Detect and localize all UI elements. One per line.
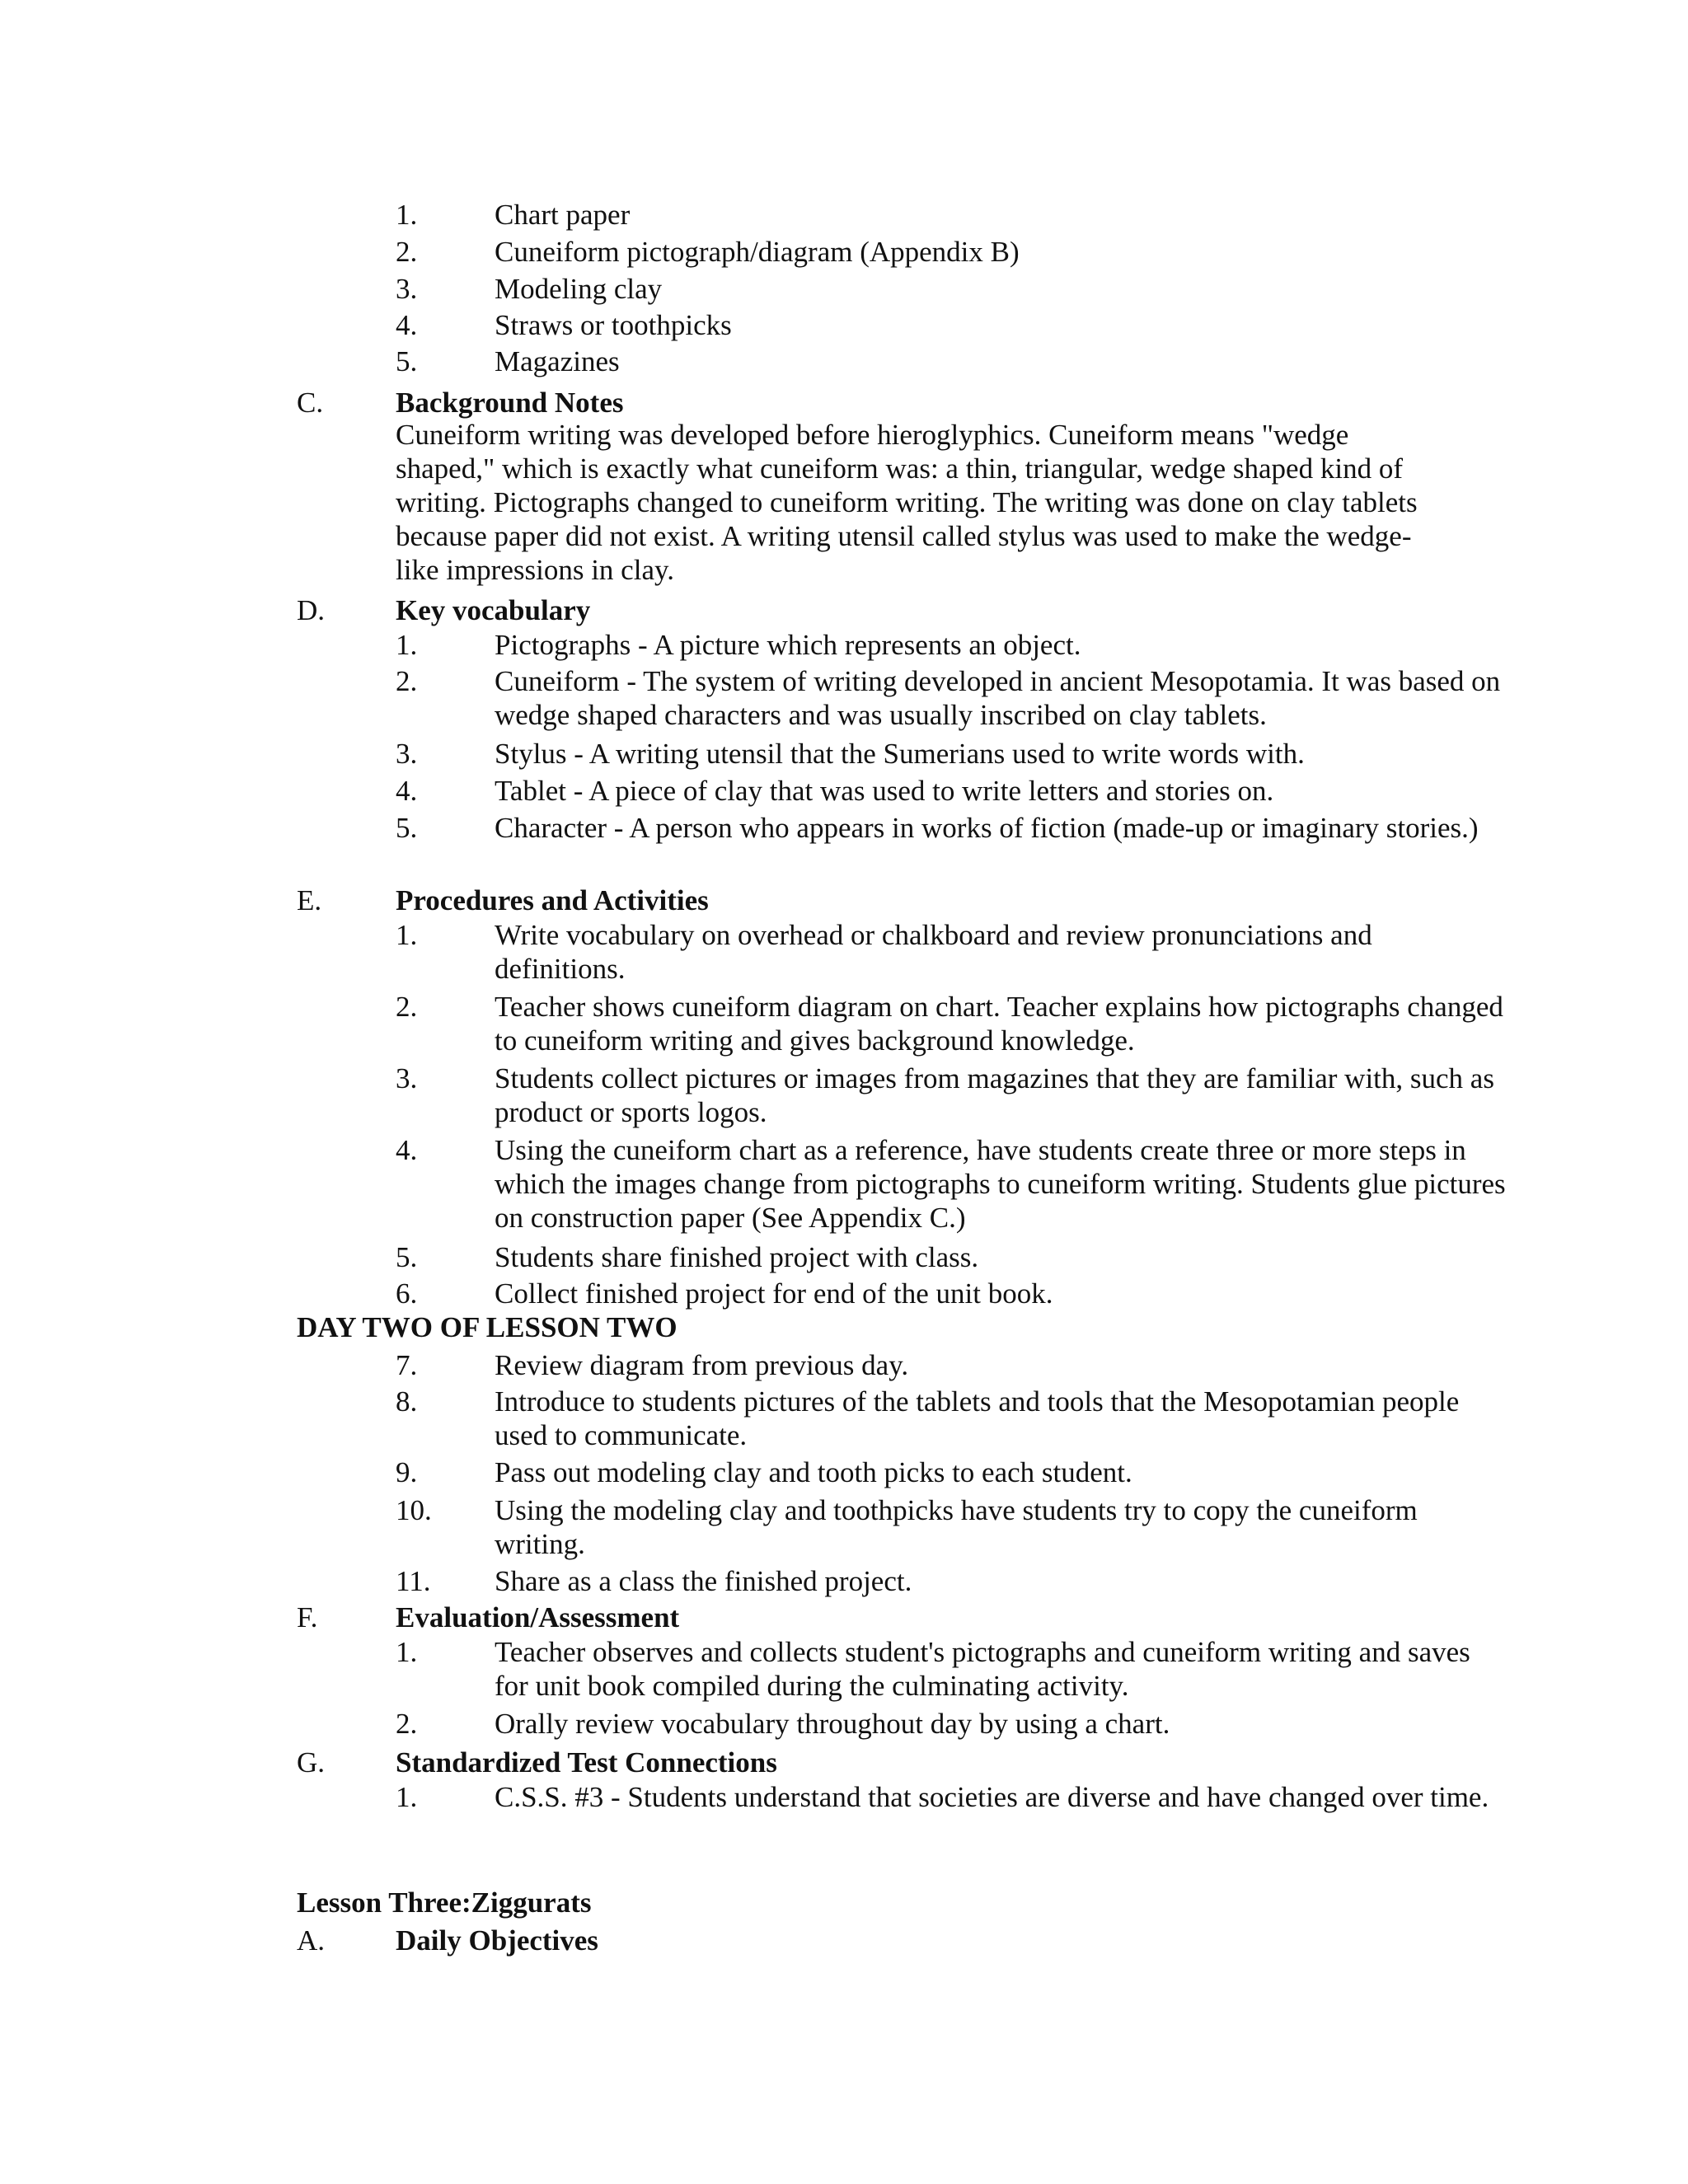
item-text: Review diagram from previous day. [495,1349,909,1381]
section-letter: D. [297,594,326,626]
item-text: Using the modeling clay and toothpicks have students try to copy the cuneiform writing. [495,1494,1418,1560]
item-text: Introduce to students pictures of the tablets and tools that the Mesopotamian people used to communicate. [495,1385,1460,1451]
paragraph-line: shaped," which is exactly what cuneiform was: a thin, triangular, wedge shaped kind of [396,452,1403,485]
item-number: 3. [396,1062,418,1094]
lesson-three-heading: Lesson Three:Ziggurats [297,1886,592,1919]
item-text: Magazines [495,345,620,377]
item-number: 9. [396,1456,418,1488]
background-notes-paragraph [396,418,1492,587]
day-two-heading: DAY TWO OF LESSON TWO [297,1311,678,1343]
section-letter: F. [297,1601,318,1633]
item-number: 8. [396,1385,418,1418]
paragraph-line: writing. Pictographs changed to cuneiform writing. The writing was done on clay tablets [396,486,1418,518]
item-number: 1. [396,199,418,231]
section-title: Procedures and Activities [396,884,709,916]
item-number: 11. [396,1565,431,1597]
item-text: Collect finished project for end of the unit book. [495,1277,1053,1310]
item-number: 2. [396,1708,418,1740]
item-text: Straws or toothpicks [495,309,732,341]
item-text: Pictographs - A picture which represents an object. [495,629,1081,661]
item-text: Orally review vocabulary throughout day by using a chart. [495,1708,1170,1740]
item-number: 4. [396,1134,418,1166]
item-text: Teacher shows cuneiform diagram on chart. Teacher explains how pictographs changed to cuneiform writing and gives background knowledge. [495,991,1503,1057]
item-number: 10. [396,1494,432,1526]
item-number: 1. [396,1636,418,1668]
paragraph-line: Cuneiform writing was developed before hieroglyphics. Cuneiform means "wedge [396,419,1349,451]
item-number: 7. [396,1349,418,1381]
item-text: Modeling clay [495,273,663,305]
section-title: Background Notes [396,387,624,419]
item-number: 5. [396,1241,418,1273]
item-text: Write vocabulary on overhead or chalkboard and review pronunciations and definitions. [495,919,1372,985]
item-text: Cuneiform - The system of writing developed in ancient Mesopotamia. It was based on wedge shaped characters and was usually inscribed on clay tablets. [495,665,1501,731]
section-letter: A. [297,1924,326,1957]
item-number: 2. [396,991,418,1023]
section-letter: G. [297,1746,326,1779]
item-text: Students share finished project with class. [495,1241,979,1273]
item-number: 3. [396,273,418,305]
item-text: Stylus - A writing utensil that the Sumerians used to write words with. [495,738,1305,770]
item-number: 3. [396,738,418,770]
section-title: Daily Objectives [396,1924,598,1957]
section-letter: E. [297,884,322,916]
item-text: Tablet - A piece of clay that was used to write letters and stories on. [495,775,1274,807]
item-number: 4. [396,309,418,341]
item-text: Pass out modeling clay and tooth picks to each student. [495,1456,1132,1488]
item-text: Teacher observes and collects student's pictographs and cuneiform writing and saves for unit book compiled during the culminating activity. [495,1636,1470,1702]
item-text: Using the cuneiform chart as a reference, have students create three or more steps in which the images change from pictographs to cuneiform writing. Students glue pictures on construction paper (See Appendix C.) [495,1134,1506,1234]
item-number: 4. [396,775,418,807]
item-number: 1. [396,629,418,661]
item-number: 6. [396,1277,418,1310]
item-text: Chart paper [495,199,631,231]
item-text: Cuneiform pictograph/diagram (Appendix B) [495,236,1020,268]
section-letter: C. [297,387,324,419]
item-text: Students collect pictures or images from magazines that they are familiar with, such as product or sports logos. [495,1062,1494,1128]
item-text: Share as a class the finished project. [495,1565,912,1597]
section-title: Key vocabulary [396,594,591,626]
item-text: Character - A person who appears in works of fiction (made-up or imaginary stories.) [495,812,1479,844]
section-title: Standardized Test Connections [396,1746,777,1779]
item-number: 5. [396,812,418,844]
item-number: 5. [396,345,418,377]
item-number: 2. [396,665,418,697]
item-number: 1. [396,919,418,951]
item-number: 2. [396,236,418,268]
section-title: Evaluation/Assessment [396,1601,680,1633]
paragraph-line: because paper did not exist. A writing utensil called stylus was used to make the wedge- [396,520,1412,552]
item-number: 1. [396,1781,418,1813]
paragraph-line: like impressions in clay. [396,554,674,586]
item-text: C.S.S. #3 - Students understand that societies are diverse and have changed over time. [495,1781,1489,1813]
